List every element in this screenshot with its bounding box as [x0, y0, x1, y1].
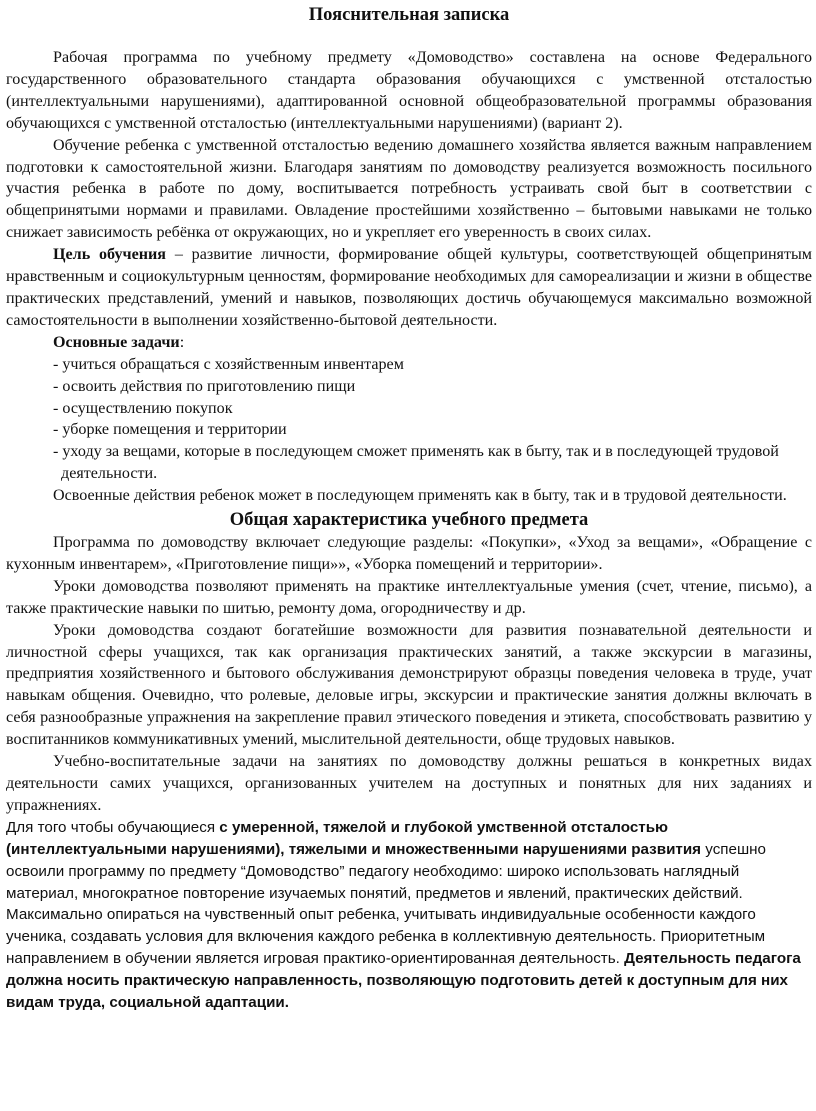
mastered-paragraph: Освоенные действия ребенок может в последующем применять как в быту, так и в трудовой деятельности. [53, 487, 787, 505]
goal-label: Цель обучения [53, 246, 167, 264]
importance-paragraph: Обучение ребенка с умственной отсталостью ведению домашнего хозяйства является важным направлением подготовки к самостоятельной жизни. Благодаря занятиям по домоводству реализуется возможность посильного участия ребенка в работе по дому, воспитывается потребность устраивать свой быт в соответствии с общепринятыми нормами и правилами. Овладение простейшими хозяйственно – бытовыми навыками не только снижает зависимость ребёнка от окружающих, но и укрепляет его уверенность в своих силах. [6, 136, 812, 242]
goal-text: – развитие личности, формирование общей культуры, соответствующей общепринятым нравственным и социокультурным ценностям, формирование необходимых для самореализации и жизни в обществе практических представлений, умений и навыков, позволяющих достичь обучающемуся максимально возможной самостоятельности в выполнении хозяйственно-бытовой деятельности. [6, 246, 812, 329]
final-paragraph [6, 817, 812, 1014]
list-item: - уборке помещения и территории [53, 421, 287, 439]
lessons-paragraph: Уроки домоводства позволяют применять на практике интеллектуальные умения (счет, чтение, письмо), а также практические навыки по шитью, ремонту дома, огородничеству и др. [6, 577, 812, 617]
tasks-heading [6, 332, 812, 354]
list-item: - уходу за вещами, которые в последующем сможет применять как в быту, так и в последующей трудовой деятельности. [53, 443, 779, 483]
list-item: - осуществлению покупок [53, 399, 233, 417]
tasks-colon: : [179, 333, 185, 351]
educational-paragraph: Учебно-воспитательные задачи на занятиях по домоводству должны решаться в конкретных видах деятельности самих учащихся, организованных учителем на доступных и понятных для них заданиях и упражнениях. [6, 753, 812, 814]
sections-paragraph: Программа по домоводству включает следующие разделы: «Покупки», «Уход за вещами», «Обращение с кухонным инвентарем», «Приготовление пищи»», «Уборка помещений и территории». [6, 534, 812, 573]
section-heading: Общая характеристика учебного предмета [229, 510, 589, 531]
opportunities-paragraph: Уроки домоводства создают богатейшие возможности для развития познавательной деятельности и личностной сферы учащихся, так как организация практических занятий, а также экскурсии в магазины, предприятия хозяйственного и бытового обслуживания демонстрируют образцы поведения человека в труде, учат навыкам общения. Очевидно, что ролевые, деловые игры, экскурсии и практические занятия должны включать в себя разнообразные упражнения на закрепление правил этического поведения и этикета, способствовать развитию у воспитанников коммуникативных умений, мыслительной деятельности, обще трудовых навыков. [6, 621, 812, 749]
list-item: - освоить действия по приготовлению пищи [53, 377, 356, 395]
goal-paragraph [6, 244, 812, 332]
final-bold-2: Деятельность педагога должна носить практическую направленность, позволяющую подготовить детей к доступным для них видам труда, социальной адаптации. [6, 950, 801, 1012]
final-text-1: Для того чтобы обучающиеся [6, 818, 220, 836]
tasks-list [6, 354, 812, 485]
list-item: - учиться обращаться с хозяйственным инвентарем [53, 355, 404, 373]
intro-paragraph: Рабочая программа по учебному предмету «Домоводство» составлена на основе Федерального государственного образовательного стандарта образования обучающихся с умственной отсталостью (интеллектуальными нарушениями), адаптированной основной общеобразовательной программы образования обучающихся с умственной отсталостью (интеллектуальными нарушениями) (вариант 2). [6, 49, 812, 132]
document-title: Пояснительная записка [308, 5, 510, 25]
final-bold-1: с умеренной, тяжелой и глубокой умственной отсталостью (интеллектуальными нарушениями), тяжелыми и множественными нарушениями развития [6, 818, 702, 858]
tasks-label: Основные задачи [53, 333, 180, 351]
final-text-2: успешно освоили программу по предмету “Домоводство” педагогу необходимо: широко использовать наглядный материал, многократное повторение изучаемых понятий, предметов и явлений, практических действий. Максимально опираться на чувственный опыт ребенка, учитывать индивидуальные особенности каждого ученика, создавать условия для включения каждого ребенка в коллективную деятельность. Приоритетным направлением в обучении является игровая практико-ориентированная деятельность. [6, 840, 766, 968]
